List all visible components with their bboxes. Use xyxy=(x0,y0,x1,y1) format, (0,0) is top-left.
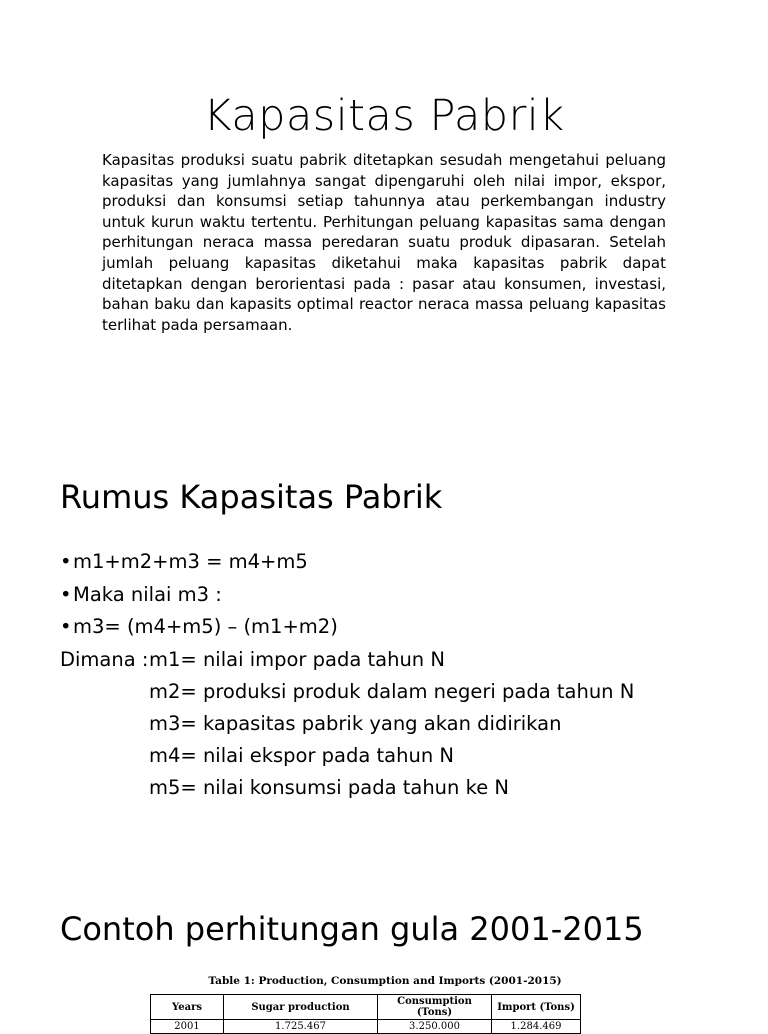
definition-row xyxy=(60,740,634,772)
formula-item xyxy=(60,546,338,579)
definition-text: m4= nilai ekspor pada tahun N xyxy=(149,744,454,767)
definition-text: m2= produksi produk dalam negeri pada tahun N xyxy=(149,680,635,703)
definitions-lead: Dimana : xyxy=(60,648,149,671)
table-cell: 1.725.467 xyxy=(224,1020,378,1034)
contoh-heading: Contoh perhitungan gula 2001-2015 xyxy=(60,910,644,948)
definition-text: m5= nilai konsumsi pada tahun ke N xyxy=(149,776,509,799)
table-row xyxy=(151,1020,581,1034)
formula-item xyxy=(60,611,338,644)
definition-row xyxy=(60,644,634,676)
definition-row xyxy=(60,676,634,708)
table-cell: 3.250.000 xyxy=(378,1020,492,1034)
bullet-icon: • xyxy=(60,582,72,606)
rumus-heading: Rumus Kapasitas Pabrik xyxy=(60,478,443,516)
bullet-icon: • xyxy=(60,615,72,638)
table-caption: Table 1: Production, Consumption and Imports (2001-2015) xyxy=(208,975,562,987)
definition-text: m1= nilai impor pada tahun N xyxy=(149,648,445,671)
column-header-years: Years xyxy=(151,995,224,1020)
slide-title: Kapasitas Pabrik xyxy=(203,91,565,141)
formula-text: m1+m2+m3 = m4+m5 xyxy=(73,550,308,573)
table-cell: 2001 xyxy=(151,1020,224,1034)
formula-text: Maka nilai m3 : xyxy=(73,582,222,606)
table-header-row xyxy=(151,995,581,1020)
definition-text: m3= kapasitas pabrik yang akan didirikan xyxy=(149,712,562,735)
column-header-import: Import (Tons) xyxy=(492,995,581,1020)
intro-paragraph: Kapasitas produksi suatu pabrik ditetapkan sesudah mengetahui peluang kapasitas yang jumlahnya sangat dipengaruhi oleh nilai impor, ekspor, produksi dan konsumsi setiap tahunnya atau perkembangan industry untuk kurun waktu tertentu. Perhitungan peluang kapasitas sama dengan perhitungan neraca massa peredaran suatu produk dipasaran. Setelah jumlah peluang kapasitas diketahui maka kapasitas pabrik dapat ditetapkan dengan berorientasi pada : pasar atau konsumen, investasi, bahan baku dan kapasits optimal reactor neraca massa peluang kapasitas terlihat pada persamaan. xyxy=(102,151,666,334)
formula-list xyxy=(60,546,338,644)
definitions-block xyxy=(60,644,634,804)
table-cell: 1.284.469 xyxy=(492,1020,581,1034)
definition-row xyxy=(60,772,634,804)
formula-item xyxy=(60,579,338,612)
definition-row xyxy=(60,708,634,740)
column-header-production: Sugar production xyxy=(224,995,378,1020)
bullet-icon: • xyxy=(60,550,72,573)
column-header-consumption: Consumption (Tons) xyxy=(378,995,492,1020)
formula-text: m3= (m4+m5) – (m1+m2) xyxy=(73,615,338,638)
production-table xyxy=(150,994,581,1034)
